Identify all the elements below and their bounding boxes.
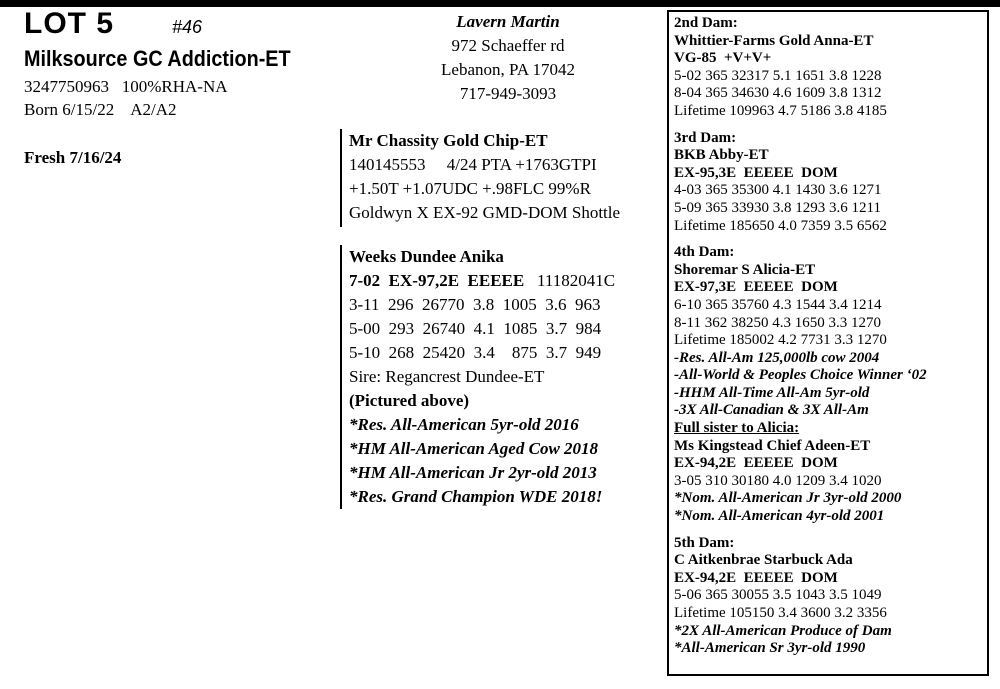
- consignor-name: Lavern Martin: [456, 12, 560, 31]
- dam4-honor: -HHM All-Time All-Am 5yr-old: [674, 384, 870, 401]
- dam-honor: *HM All-American Jr 2yr-old 2013: [349, 463, 597, 482]
- dam3-record: 4-03 365 35300 4.1 1430 3.6 1271: [674, 182, 882, 199]
- lot-label: LOT 5: [24, 7, 115, 40]
- dam3-record: 5-09 365 33930 3.8 1293 3.6 1211: [674, 199, 881, 216]
- birth-info: Born 6/15/22 A2/A2: [24, 100, 177, 119]
- full-sister-name: Ms Kingstead Chief Adeen-ET: [674, 437, 871, 454]
- dam5-record: Lifetime 105150 3.4 3600 3.2 3356: [674, 605, 887, 621]
- dam4-record: Lifetime 185002 4.2 7731 3.3 1270: [674, 332, 887, 349]
- dam4-record: 6-10 365 35760 4.3 1544 3.4 1214: [674, 296, 882, 313]
- sire-line: Goldwyn X EX-92 GMD-DOM Shottle: [349, 203, 621, 222]
- dam2-record: Lifetime 109963 4.7 5186 3.8 4185: [674, 102, 887, 119]
- pictured-note: (Pictured above): [349, 391, 470, 410]
- dam2-record: 5-02 365 32317 5.1 1651 3.8 1228: [674, 67, 882, 84]
- dam-id: 11182041C: [524, 271, 616, 290]
- full-sister-honor: *Nom. All-American Jr 3yr-old 2000: [674, 490, 902, 507]
- dam2-classification: VG-85 +V+V+: [674, 50, 772, 67]
- pedigree-box: [667, 10, 989, 676]
- sire-name: Mr Chassity Gold Chip-ET: [349, 131, 548, 150]
- dam-classification-line: [349, 269, 615, 293]
- dam-record: 5-00 293 26740 4.1 1085 3.7 984: [349, 319, 602, 338]
- dam5-honor: *2X All-American Produce of Dam: [674, 622, 892, 639]
- dam-name: Weeks Dundee Anika: [349, 247, 504, 266]
- fresh-date: Fresh 7/16/24: [24, 148, 122, 167]
- sire-line: 140145553 4/24 PTA +1763GTPI: [349, 155, 597, 174]
- full-sister-classification: EX-94,2E EEEEE DOM: [674, 455, 838, 472]
- sire-line: +1.50T +1.07UDC +.98FLC 99%R: [349, 179, 591, 198]
- full-sister-honor: *Nom. All-American 4yr-old 2001: [674, 508, 885, 525]
- dam4-honor: -3X All-Canadian & 3X All-Am: [674, 402, 869, 419]
- consignor-info: [388, 10, 628, 106]
- dam-honor: *Res. All-American 5yr-old 2016: [349, 415, 579, 434]
- dam4-record: 8-11 362 38250 4.3 1650 3.3 1270: [674, 314, 881, 331]
- dam-honor: *HM All-American Aged Cow 2018: [349, 439, 599, 458]
- cow-name: Milksource GC Addiction-ET: [24, 46, 291, 71]
- sire-section: [340, 129, 620, 227]
- consignor-address1: 972 Schaeffer rd: [451, 36, 565, 55]
- dam5-honor: *All-American Sr 3yr-old 1990: [674, 640, 866, 657]
- dam4-title: 4th Dam:: [674, 244, 735, 261]
- full-sister-record: 3-05 310 30180 4.0 1209 3.4 1020: [674, 472, 882, 489]
- dam-honor: *Res. Grand Champion WDE 2018!: [349, 487, 603, 506]
- registration-info: 3247750963 100%RHA-NA: [24, 77, 228, 96]
- dam-classification: 7-02 EX-97,2E EEEEE: [349, 271, 525, 290]
- dam-record: 5-10 268 25420 3.4 875 3.7 949: [349, 343, 602, 362]
- full-sister-title: Full sister to Alicia:: [674, 420, 800, 437]
- dam4-classification: EX-97,3E EEEEE DOM: [674, 279, 838, 296]
- dam-section: [340, 245, 615, 509]
- dam5-title: 5th Dam:: [674, 534, 735, 551]
- dam4-honor: -Res. All-Am 125,000lb cow 2004: [674, 349, 880, 366]
- consignor-phone: 717-949-3093: [459, 84, 557, 103]
- dam-record: 3-11 296 26770 3.8 1005 3.6 963: [349, 295, 601, 314]
- dam4-honor: -All-World & Peoples Choice Winner ‘02: [674, 367, 927, 384]
- dam3-classification: EX-95,3E EEEEE DOM: [674, 164, 838, 181]
- dam5-name: C Aitkenbrae Starbuck Ada: [674, 552, 853, 569]
- dam3-title: 3rd Dam:: [674, 129, 737, 146]
- dam4-name: Shoremar S Alicia-ET: [674, 261, 816, 278]
- dam5-record: 5-06 365 30055 3.5 1043 3.5 1049: [674, 587, 882, 604]
- dam2-record: 8-04 365 34630 4.6 1609 3.8 1312: [674, 85, 882, 102]
- dam-sire: Sire: Regancrest Dundee-ET: [349, 367, 545, 386]
- dam2-name: Whittier-Farms Gold Anna-ET: [674, 32, 874, 49]
- top-border: [0, 0, 1000, 7]
- dam2-title: 2nd Dam:: [674, 15, 738, 31]
- dam3-record: Lifetime 185650 4.0 7359 3.5 6562: [674, 217, 887, 234]
- consignor-address2: Lebanon, PA 17042: [441, 60, 575, 79]
- dam3-name: BKB Abby-ET: [674, 147, 769, 164]
- dam5-classification: EX-94,2E EEEEE DOM: [674, 569, 838, 586]
- lot-number: #46: [172, 17, 203, 37]
